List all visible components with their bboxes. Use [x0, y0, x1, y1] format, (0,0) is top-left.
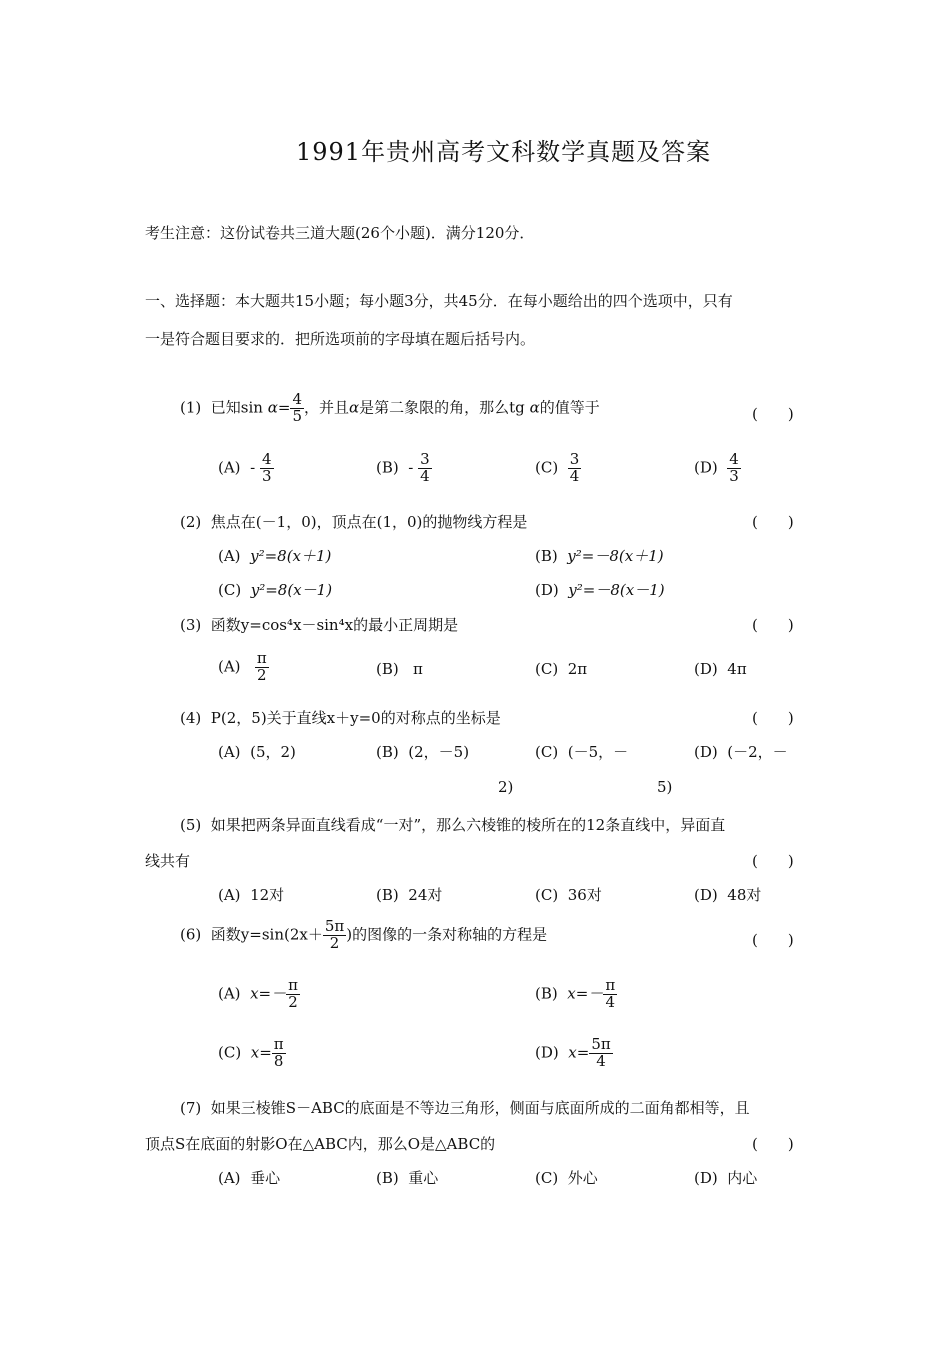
option-b[interactable]: (B) y²=－8(x＋1) [535, 547, 664, 565]
option-c[interactable]: (C) 外心 [535, 1169, 598, 1187]
option-c[interactable]: (C) $\frac{3}{4}$ [535, 450, 580, 485]
question-1-stem: (1) 已知sin α= $\frac{4}{5}$ ，并且α是第二象限的角，那么tg α的值等于 [180, 390, 600, 425]
notice: 考生注意：这份试卷共三道大题(26个小题)．满分120分． [145, 224, 535, 242]
section-1-line-1: 一、选择题：本大题共15小题；每小题3分，共45分．在每小题给出的四个选项中，只有 [145, 292, 733, 310]
section-1-line-2: 一是符合题目要求的．把所选项前的字母填在题后括号内。 [145, 330, 536, 348]
option-d[interactable]: (D) 48对 [694, 886, 762, 904]
option-d[interactable]: (D) (－2，－ [694, 743, 788, 761]
option-b[interactable]: (B) x=－ $\frac{\pi}{4}$ [535, 976, 616, 1011]
question-2-stem: (2) 焦点在(－1，0)，顶点在(1，0)的抛物线方程是 [180, 513, 528, 531]
answer-blank[interactable]: ( ) [752, 616, 794, 634]
option-b[interactable]: (B) (2，－5) [376, 743, 470, 761]
option-a[interactable]: (A) 垂心 [218, 1169, 281, 1187]
option-d[interactable]: (D) 4π [694, 660, 747, 678]
option-a[interactable]: (A) y²=8(x＋1) [218, 547, 332, 565]
question-4-stem: (4) P(2，5)关于直线x＋y=0的对称点的坐标是 [180, 709, 501, 727]
answer-blank[interactable]: ( ) [752, 852, 794, 870]
question-7-stem-cont: 顶点S在底面的射影O在△ABC内，那么O是△ABC的 [145, 1135, 496, 1153]
option-c-continuation: 2) [498, 778, 514, 796]
option-b[interactable]: (B) 重心 [376, 1169, 439, 1187]
answer-blank[interactable]: ( ) [752, 1135, 794, 1153]
option-d[interactable]: (D) 内心 [694, 1169, 758, 1187]
answer-blank[interactable]: ( ) [752, 513, 794, 531]
option-a[interactable]: (A) $\frac{\pi}{2}$ [218, 649, 267, 684]
page-title: 1991年贵州高考文科数学真题及答案 [296, 138, 712, 166]
option-b[interactable]: (B) π [376, 660, 423, 678]
option-a[interactable]: (A) (5，2) [218, 743, 296, 761]
option-b[interactable]: (B) 24对 [376, 886, 443, 904]
answer-blank[interactable]: ( ) [752, 405, 794, 423]
question-7-stem: (7) 如果三棱锥S－ABC的底面是不等边三角形，侧面与底面所成的二面角都相等，且 [180, 1099, 750, 1117]
question-number: (1) [180, 398, 202, 417]
option-a[interactable]: (A) x=－ $\frac{\pi}{2}$ [218, 976, 298, 1011]
option-c[interactable]: (C) 2π [535, 660, 588, 678]
fraction: $\frac{4}{5}$ [292, 390, 302, 425]
question-5-stem-cont: 线共有 [145, 852, 191, 870]
option-b[interactable]: (B) - $\frac{3}{4}$ [376, 450, 430, 485]
answer-blank[interactable]: ( ) [752, 931, 794, 949]
option-c[interactable]: (C) x= $\frac{\pi}{8}$ [218, 1035, 284, 1070]
option-d[interactable]: (D) $\frac{4}{3}$ [694, 450, 739, 485]
question-5-stem: (5) 如果把两条异面直线看成“一对”，那么六棱锥的棱所在的12条直线中，异面直 [180, 816, 726, 834]
option-a[interactable]: (A) - $\frac{4}{3}$ [218, 450, 272, 485]
question-6-stem: (6) 函数y=sin(2x＋ $\frac{5\pi}{2}$ )的图像的一条对称轴的方程是 [180, 917, 548, 952]
option-a[interactable]: (A) 12对 [218, 886, 285, 904]
answer-blank[interactable]: ( ) [752, 709, 794, 727]
option-d[interactable]: (D) x= $\frac{5\pi}{4}$ [535, 1035, 611, 1070]
option-d[interactable]: (D) y²=－8(x－1) [535, 581, 665, 599]
option-c[interactable]: (C) 36对 [535, 886, 602, 904]
question-3-stem: (3) 函数y=cos⁴x－sin⁴x的最小正周期是 [180, 616, 459, 634]
option-c[interactable]: (C) (－5，－ [535, 743, 629, 761]
option-d-continuation: 5) [657, 778, 673, 796]
option-c[interactable]: (C) y²=8(x－1) [218, 581, 333, 599]
